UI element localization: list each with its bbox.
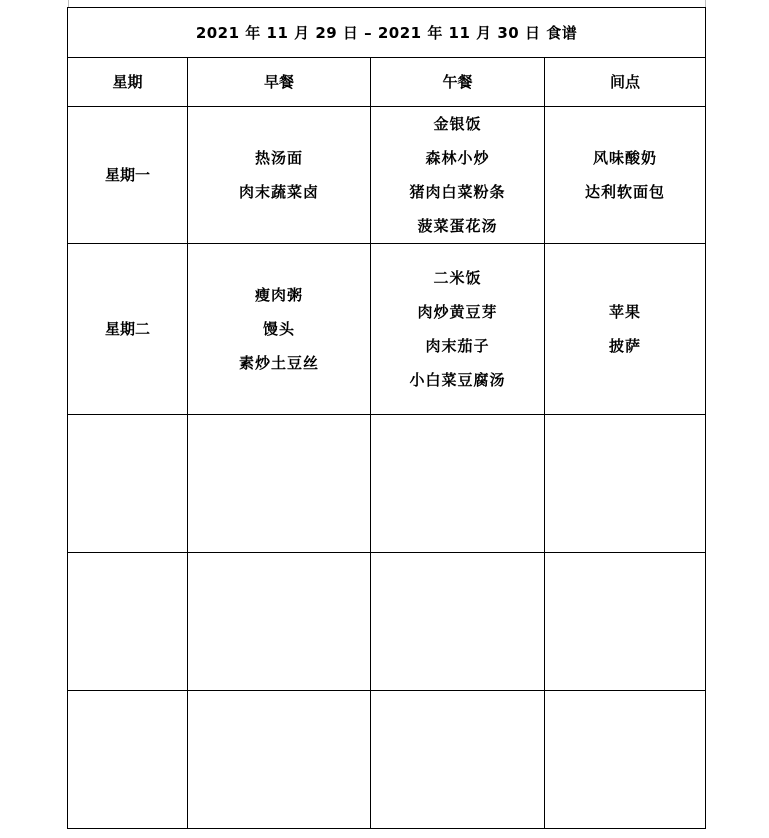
table-row [68,244,706,415]
menu-title: 2021 年 11 月 29 日 – 2021 年 11 月 30 日 食谱 [68,8,706,58]
dish: 菠菜蛋花汤 [417,217,498,235]
breakfast-cell [188,244,371,415]
empty-cell [545,415,706,553]
empty-cell [371,415,545,553]
day-cell: 星期二 [68,244,188,415]
crop-mark-right [705,0,714,8]
dish: 肉炒黄豆芽 [417,303,498,321]
header-snack: 间点 [545,58,706,107]
dish: 猪肉白菜粉条 [409,183,506,201]
lunch-cell [371,244,545,415]
empty-row [68,553,706,691]
header-day: 星期 [68,58,188,107]
dish: 森林小炒 [425,149,490,167]
menu-table [67,7,706,829]
header-breakfast: 早餐 [188,58,371,107]
empty-cell [188,553,371,691]
dish: 热汤面 [254,149,303,167]
dish: 小白菜豆腐汤 [409,371,506,389]
empty-row [68,691,706,829]
dish: 达利软面包 [585,183,666,201]
dish: 披萨 [609,337,642,355]
empty-cell [68,415,188,553]
lunch-cell [371,107,545,244]
dish: 肉末蔬菜卤 [238,183,319,201]
empty-cell [371,553,545,691]
dish: 素炒土豆丝 [238,354,319,372]
empty-cell [188,691,371,829]
empty-cell [188,415,371,553]
header-lunch: 午餐 [371,58,545,107]
empty-cell [68,691,188,829]
title-row [68,8,706,58]
dish: 风味酸奶 [593,149,658,167]
dish: 金银饭 [433,115,482,133]
empty-cell [545,553,706,691]
empty-cell [371,691,545,829]
dish: 瘦肉粥 [254,286,303,304]
empty-cell [545,691,706,829]
header-row [68,58,706,107]
breakfast-cell [188,107,371,244]
table-row [68,107,706,244]
day-cell: 星期一 [68,107,188,244]
dish: 二米饭 [433,269,482,287]
snack-cell [545,244,706,415]
dish: 馒头 [262,320,295,338]
dish: 苹果 [609,303,642,321]
dish: 肉末茄子 [425,337,490,355]
empty-cell [68,553,188,691]
empty-row [68,415,706,553]
snack-cell [545,107,706,244]
